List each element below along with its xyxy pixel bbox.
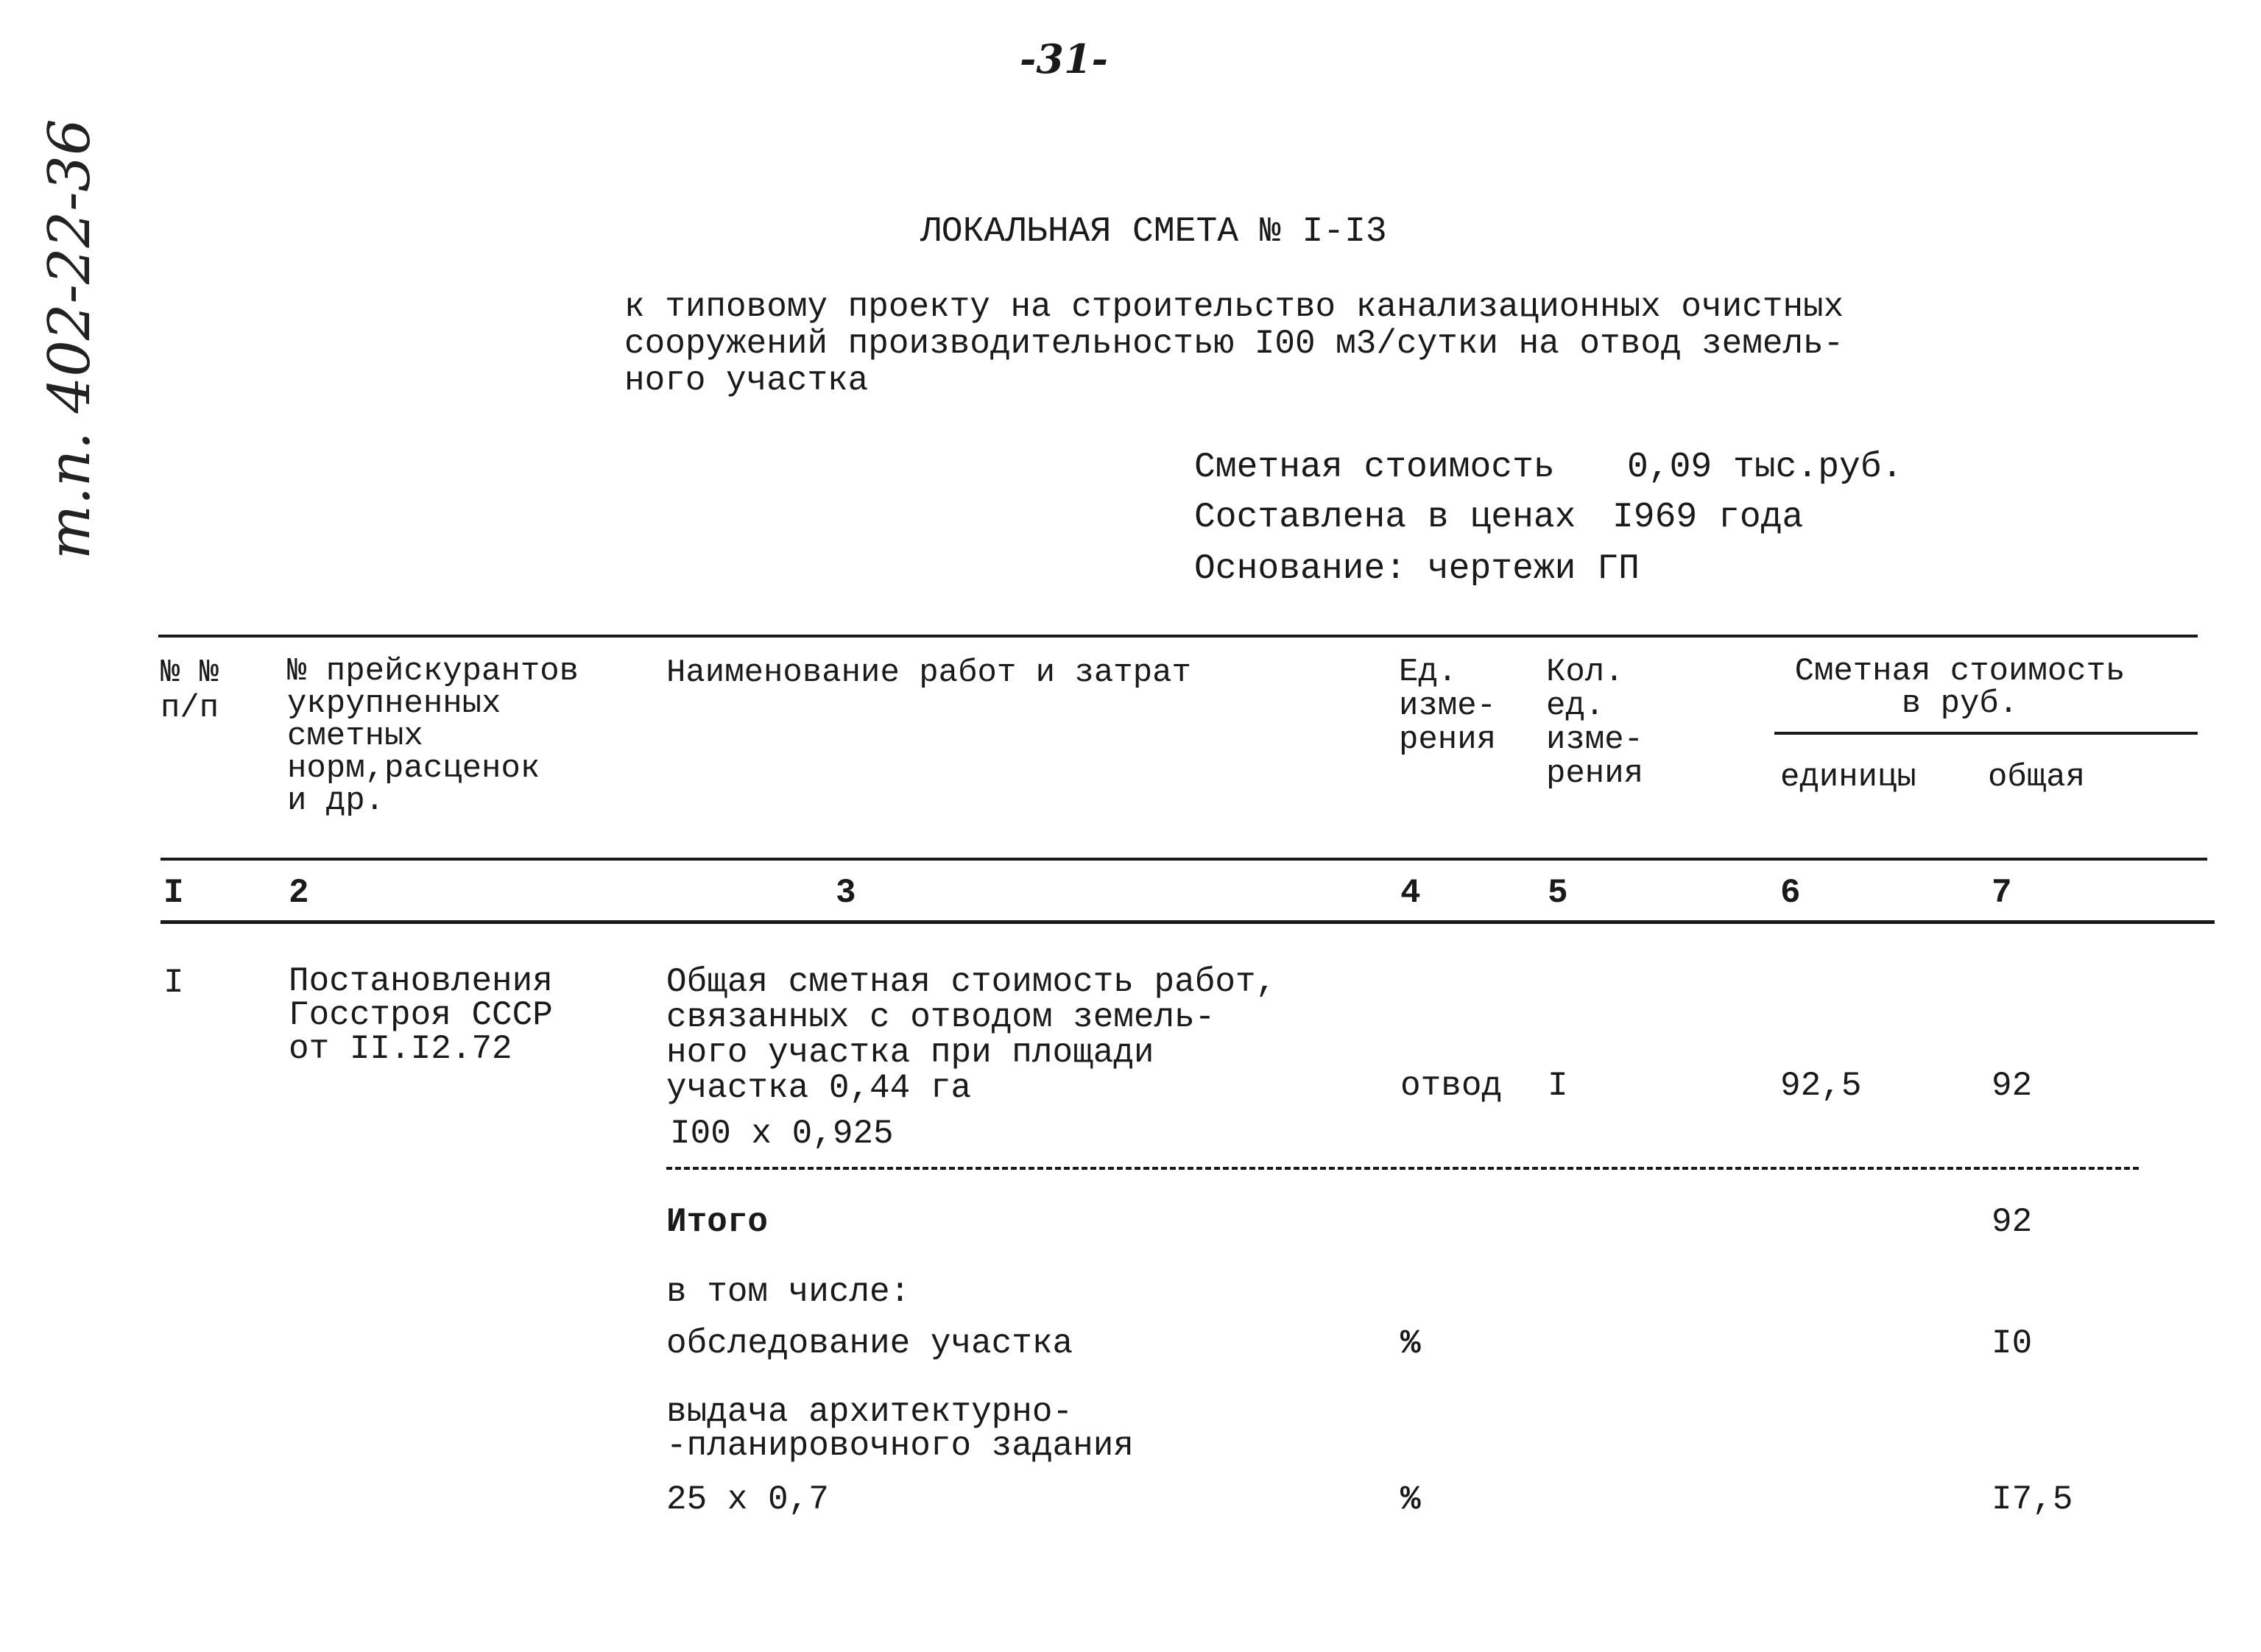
including-label: в том числе:	[666, 1273, 911, 1311]
row1-separator	[666, 1167, 2139, 1170]
column-number-6: 6	[1780, 874, 1801, 912]
row1-qty: I	[1548, 1067, 1568, 1105]
header-cost-unit: единицы	[1780, 759, 1916, 796]
page-number: -31-	[1020, 35, 1108, 82]
table-top-rule	[158, 635, 2198, 638]
row1-unit: отвод	[1400, 1067, 1503, 1105]
survey-name: обследование участка	[666, 1324, 1073, 1363]
header-cost-total: общая	[1988, 759, 2086, 796]
margin-note: т.п. 402-22-36	[37, 119, 103, 560]
column-number-4: 4	[1400, 874, 1421, 912]
header-catalog: № прейскурантов укрупненных сметных норм,расценок и др.	[287, 653, 579, 819]
subtotal-label: Итого	[666, 1203, 769, 1241]
row1-catalog: Постановления Госстроя СССР от II.I2.72	[289, 962, 553, 1068]
column-number-3: 3	[836, 874, 856, 912]
basis: Основание: чертежи ГП	[1194, 549, 1640, 589]
cost-value: 0,09 тыс.руб.	[1627, 448, 1903, 487]
column-number-1: I	[163, 874, 184, 912]
row1-total: 92	[1992, 1067, 2033, 1105]
survey-unit: %	[1400, 1324, 1421, 1363]
issue-name: выдача архитектурно- -планировочного задания	[666, 1393, 1134, 1465]
header-name: Наименование работ и затрат	[666, 654, 1191, 691]
header-num: № № п/п	[161, 654, 219, 727]
column-numbers-rule	[161, 920, 2215, 924]
survey-total: I0	[1992, 1324, 2033, 1363]
column-number-5: 5	[1548, 874, 1568, 912]
row1-num: I	[163, 964, 184, 1002]
issue-unit: %	[1400, 1480, 1421, 1519]
issue-total: I7,5	[1992, 1480, 2073, 1519]
issue-calc: 25 х 0,7	[666, 1480, 829, 1519]
row1-name: Общая сметная стоимость работ, связанных с отводом земель- ного участка при площади участка 0,44 га	[666, 963, 1277, 1107]
row1-calc: I00 х 0,925	[670, 1115, 894, 1153]
cost-label: Сметная стоимость	[1194, 448, 1555, 487]
header-qty: Кол. ед. изме- рения	[1546, 654, 1644, 792]
header-cost-group: Сметная стоимость в руб.	[1794, 653, 2126, 722]
header-bottom-rule	[161, 858, 2207, 861]
column-number-7: 7	[1992, 874, 2012, 912]
document-title: ЛОКАЛЬНАЯ СМЕТА № I-I3	[920, 212, 1387, 252]
column-number-2: 2	[289, 874, 309, 912]
cost-group-rule	[1774, 732, 2198, 735]
row1-unit-cost: 92,5	[1780, 1067, 1862, 1105]
prices-label: Составлена в ценах	[1194, 498, 1576, 537]
subtotal-total: 92	[1992, 1203, 2033, 1241]
header-unit: Ед. изме- рения	[1399, 654, 1497, 758]
prices-value: I969 года	[1612, 498, 1804, 537]
document-subtitle: к типовому проекту на строительство канализационных очистных сооружений производительностью I00 м3/сутки на отвод земель- ного участка	[624, 288, 1844, 400]
